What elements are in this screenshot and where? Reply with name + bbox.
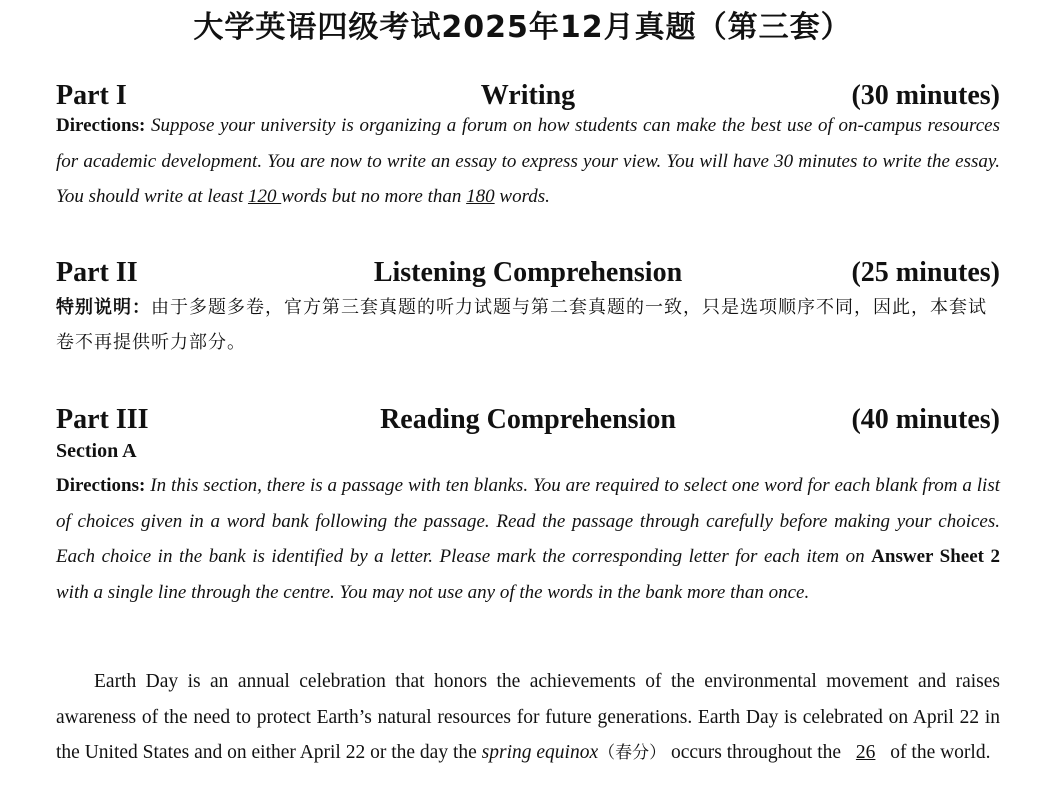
- part2-note-text: 由于多题多卷，官方第三套真题的听力试题与第二套真题的一致，只是选项顺序不同，因此，本套试卷不再提供听力部分。: [56, 297, 987, 353]
- exam-title: 大学英语四级考试2025年12月真题（第三套）: [193, 10, 852, 45]
- part2-note-label: 特别说明：: [56, 297, 151, 318]
- part3-directions: [56, 468, 1000, 610]
- part3-directions-text-a: In this section, there is a passage with ten blanks. You are required to select one word for each blank from a list of choices given in a word bank following the passage. Read the passage through carefully before making your choices. Each choice in the bank is identified by a letter. Please mark the corresponding letter for each item on: [56, 475, 1001, 567]
- answer-sheet-label: Answer Sheet 2: [871, 546, 1000, 567]
- part1-min-words: 120: [247, 186, 282, 207]
- part1-max-words: 180: [466, 186, 495, 207]
- passage-text-b: occurs throughout the: [670, 742, 846, 763]
- part1-directions-text-a: Suppose your university is organizing a forum on how students can make the best use of on-campus resources for academic development. You are now to write an essay to express your view. You will have 30 minutes to write the essay. You should write at least: [56, 115, 1001, 207]
- part3-directions-label: Directions:: [56, 475, 146, 496]
- part2-note: [56, 290, 1000, 360]
- part1-directions-text-c: words.: [494, 186, 550, 207]
- part2-header: [56, 257, 1000, 289]
- part1-label: Part I: [56, 80, 127, 111]
- part1-time: (30 minutes): [851, 80, 1000, 111]
- part3-time: (40 minutes): [851, 404, 1000, 435]
- part1-directions-label: Directions:: [56, 115, 146, 136]
- part2-label: Part II: [56, 257, 138, 288]
- part2-name: Listening Comprehension: [373, 257, 683, 288]
- part1-directions: [56, 108, 1000, 215]
- part3-header: [56, 404, 1000, 436]
- part1-directions-text-b: words but no more than: [281, 186, 467, 207]
- blank-26: 26: [855, 742, 876, 763]
- passage-text-a: Earth Day is an annual celebration that honors the achievements of the environmental movement and raises awareness of the need to protect Earth’s natural resources for future generations. Earth Day is celebrated on April 22 in the United States and on either April 22 or the day the: [56, 671, 1000, 763]
- part3-directions-text-b: with a single line through the centre. You may not use any of the words in the bank more than once.: [56, 581, 810, 603]
- section-a-heading: Section A: [56, 440, 137, 462]
- passage-text-c: of the world.: [885, 742, 991, 763]
- passage-term: spring equinox: [481, 742, 599, 763]
- part2-time: (25 minutes): [851, 257, 1000, 288]
- passage-chinese-gloss: （春分）: [598, 743, 667, 763]
- reading-passage: [56, 664, 1000, 772]
- part1-name: Writing: [480, 80, 576, 111]
- part3-name: Reading Comprehension: [380, 404, 676, 435]
- part3-label: Part III: [56, 404, 149, 435]
